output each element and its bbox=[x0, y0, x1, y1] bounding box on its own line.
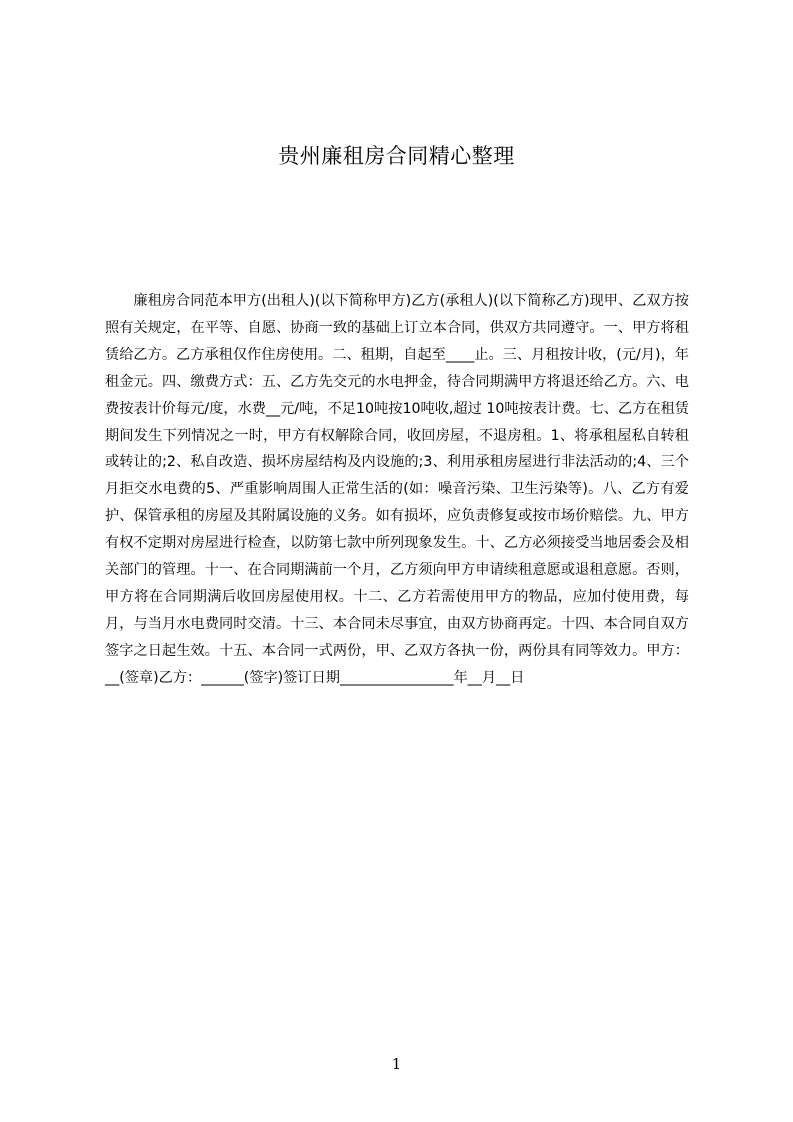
page-number: 1 bbox=[391, 1055, 402, 1073]
document-title: 贵州廉租房合同精心整理 bbox=[278, 144, 515, 168]
contract-body-text: 廉租房合同范本甲方(出租人)(以下简称甲方)乙方(承租人)(以下简称乙方)现甲、乙双方按照有关规定，在平等、自愿、协商一致的基础上订立本合同，供双方共同遵守。一、甲方将租赁给乙方。乙方承租仅作住房使用。二、租期，自起至____止。三、月租按计收，(元/月)，年租金元。四、缴费方式：五、乙方先交元的水电押金，待合同期满甲方将退还给乙方。六、电费按表计价每元/度，水费__元/吨，不足10吨按10吨收,超过 10吨按表计费。七、乙方在租赁期间发生下列情况之一时，甲方有权解除合同，收回房屋，不退房租。1、将承租屋私自转租或转让的;2、私自改造、损坏房屋结构及内设施的;3、利用承租房屋进行非法活动的;4、三个月拒交水电费的5、严重影响周围人正常生活的(如：噪音污染、卫生污染等)。八、乙方有爱护、保管承租的房屋及其附属设施的义务。如有损坏，应负责修复或按市场价赔偿。九、甲方有权不定期对房屋进行检查，以防第七款中所列现象发生。十、乙方必须接受当地居委会及相关部门的管理。十一、在合同期满前一个月，乙方须向甲方申请续租意愿或退租意愿。否则，甲方将在合同期满后收回房屋使用权。十二、乙方若需使用甲方的物品，应加付使用费，每月，与当月水电费同时交清。十三、本合同未尽事宜，由双方协商再定。十四、本合同自双方签字之日起生效。十五、本合同一式两份，甲、乙双方各执一份，两份具有同等效力。甲方：__(签章)乙方：______(签字)签订日期________________年__月__日 bbox=[105, 293, 689, 686]
